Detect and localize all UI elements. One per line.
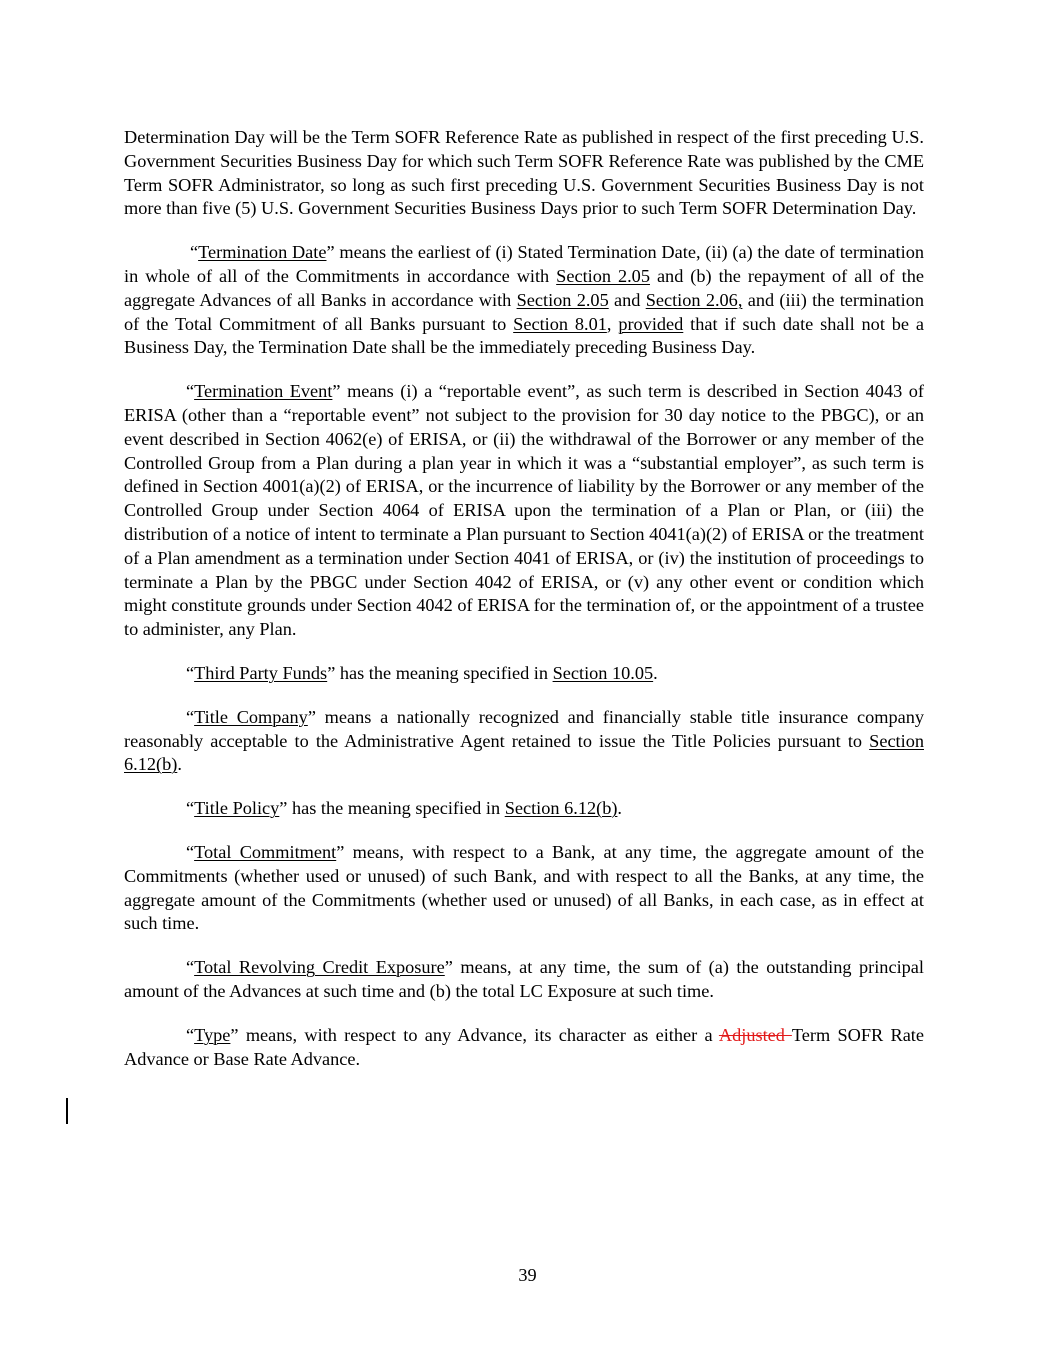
page-number: 39	[518, 1265, 537, 1285]
defined-term-reference: Section 8.01	[513, 313, 607, 334]
text-run: .	[177, 754, 182, 775]
text-run: .	[617, 798, 622, 819]
text-run: ” means, with respect to a Bank, at any time, the aggregate amount of the Commitments (whether used or unused) of such Bank, and with respect to all the Banks, at any time, the aggregate amount of the Commitments (whether used or unused) of all Banks, in each case, as in effect at such time.	[124, 841, 924, 934]
definition-third-party-funds	[124, 662, 924, 686]
text-run: “	[186, 957, 195, 978]
defined-term-reference: Section 2.05	[556, 265, 650, 286]
text-run: ” has the meaning specified in	[279, 798, 505, 819]
text-run: that if such date shall not be a Business Day, the Termination Date shall be the immediately preceding Business Day.	[124, 313, 924, 358]
text-run: “	[186, 662, 195, 683]
defined-term-reference: Section 2.06,	[645, 289, 743, 310]
page-body	[124, 126, 924, 1071]
defined-term-reference: Termination Event	[194, 381, 333, 402]
defined-term-reference: Third Party Funds	[194, 662, 328, 683]
deleted-text: Adjusted	[718, 1024, 792, 1045]
defined-term-reference: Title Policy	[194, 798, 280, 819]
definition-termination-date	[124, 241, 924, 360]
text-run: ” means a nationally recognized and financially stable title insurance company reasonably acceptable to the Administrative Agent retained to issue the Title Policies pursuant to	[124, 706, 924, 751]
text-run: ” means (i) a “reportable event”, as such term is described in Section 4043 of ERISA (other than a “reportable event” not subject to the provision for 30 day notice to the PBGC), or an event described in Section 4062(e) of ERISA, or (ii) the withdrawal of the Borrower or any member of the Controlled Group from a Plan during a plan year in which it was a “substantial employer”, as such term is defined in Section 4001(a)(2) of ERISA, or the incurrence of liability by the Borrower or any member of the Controlled Group under Section 4064 of ERISA upon the termination of a Plan or Plan, or (iii) the distribution of a notice of intent to terminate a Plan pursuant to Section 4041(a)(2) of ERISA or the treatment of a Plan amendment as a termination under Section 4041 of ERISA, or (iv) the institution of proceedings to terminate a Plan by the PBGC under Section 4042 of ERISA, or (v) any other event or condition which might constitute grounds under Section 4042 of ERISA for the termination of, or the appointment of a trustee to administer, any Plan.	[124, 381, 925, 640]
defined-term-reference: Section 2.05	[516, 289, 609, 310]
definition-title-company	[124, 706, 924, 777]
text-run: ,	[606, 313, 619, 334]
paragraph-term-sofr-continuation	[124, 126, 924, 221]
text-run: “	[186, 1024, 195, 1045]
defined-term-reference: provided	[618, 313, 684, 334]
text-run: “	[186, 381, 195, 402]
text-run: and	[608, 289, 646, 310]
defined-term-reference: Section 6.12(b)	[504, 798, 618, 819]
defined-term-reference: Total Commitment	[194, 841, 337, 862]
defined-term-reference: Total Revolving Credit Exposure	[194, 957, 445, 978]
definition-total-commitment	[124, 841, 924, 936]
definition-type	[124, 1024, 924, 1072]
text-run: ” means the earliest of (i) Stated Termination Date, (ii) (a) the date of termination in whole of all of the Commitments in accordance with	[124, 242, 924, 286]
text-run: “	[186, 706, 195, 727]
defined-term-reference: Title Company	[194, 706, 308, 727]
revision-change-bar	[66, 1098, 68, 1124]
text-run: ” has the meaning specified in	[327, 662, 553, 683]
definition-termination-event	[124, 380, 924, 642]
text-run: ” means, at any time, the sum of (a) the outstanding principal amount of the Advances at such time and (b) the total LC Exposure at such time.	[124, 957, 924, 1001]
definition-title-policy	[124, 797, 924, 821]
text-run: “	[190, 242, 199, 263]
defined-term-reference: Section 10.05	[552, 662, 654, 683]
text-run: and (b) the repayment of all of the aggregate Advances of all Banks in accordance with	[124, 265, 924, 310]
defined-term-reference: Type	[194, 1024, 231, 1045]
text-run: Term SOFR Rate Advance or Base Rate Advance.	[124, 1024, 924, 1069]
defined-term-reference: Termination Date	[198, 242, 327, 263]
text-run: “	[186, 841, 195, 862]
text-run: and (iii) the termination of the Total Commitment of all Banks pursuant to	[124, 289, 924, 334]
text-run: ” means, with respect to any Advance, its character as either a	[230, 1024, 719, 1045]
text-run: Determination Day will be the Term SOFR Reference Rate as published in respect of the first preceding U.S. Government Securities Business Day for which such Term SOFR Reference Rate was published by the CME Term SOFR Administrator, so long as such first preceding U.S. Government Securities Business Day is not more than five (5) U.S. Government Securities Business Days prior to such Term SOFR Determination Day.	[124, 127, 924, 219]
text-run: “	[186, 798, 195, 819]
defined-term-reference: Section 6.12(b)	[124, 730, 924, 775]
text-run: .	[653, 662, 658, 683]
definition-total-revolving-credit-exposure	[124, 956, 924, 1004]
